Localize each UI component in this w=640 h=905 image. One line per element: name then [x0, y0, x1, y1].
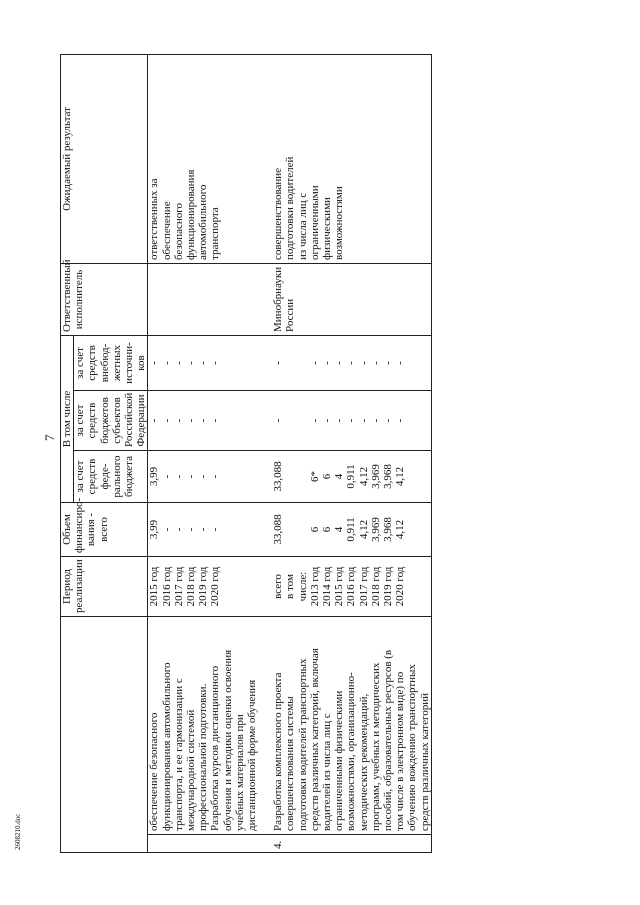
volume-cell: - [185, 527, 198, 532]
row3-measure-line: дистанционной форме обучения [246, 679, 259, 831]
extra-cell: - [148, 361, 161, 365]
table-header [61, 54, 148, 852]
row4-measure-line: пособий, образовательных ресурсов (в [382, 649, 395, 831]
period-total-line: всего [272, 574, 285, 599]
extra-cell: - [394, 361, 407, 365]
regional-cell: - [148, 418, 161, 423]
volume-total: 33,088 [272, 514, 285, 545]
federal-cell: 4,12 [394, 466, 407, 487]
row3-extra [148, 335, 258, 390]
document-id: 2608210.doc [14, 813, 22, 850]
row4-executor-line: Минобрнауки [272, 266, 285, 332]
row3-number [148, 835, 258, 853]
extra-cell: - [357, 361, 370, 365]
period-cell: 2019 год [197, 566, 210, 607]
extra-cell: - [308, 361, 321, 365]
regional-cell: - [172, 418, 185, 423]
regional-cell: - [209, 418, 222, 423]
row4-measure-line: методических рекомендаций, [357, 693, 370, 831]
row4-measure-line: Разработка комплексного проекта [272, 672, 285, 831]
volume-cell: - [197, 527, 210, 532]
federal-cell: - [160, 474, 173, 479]
row4-result-line: физическими [321, 197, 334, 260]
regional-cell: - [160, 418, 173, 423]
regional-cell: - [382, 418, 395, 423]
row3-measure [148, 617, 258, 835]
row3-measure-line: Разработка курсов дистанционного [209, 665, 222, 831]
federal-cell: 4 [333, 473, 346, 480]
period-cell: 2018 год [369, 566, 382, 607]
header-period: Период реализации [61, 557, 148, 617]
row4-measure-line: средств различных категорий [418, 693, 431, 831]
extra-total: - [272, 361, 285, 365]
regional-cell: - [308, 418, 321, 423]
period-cell: 2020 год [209, 566, 222, 607]
volume-cell: 6 [308, 526, 321, 533]
header-federal: за счет средств феде-рального бюджета [74, 451, 148, 503]
funding-table [60, 54, 432, 853]
row4-result-line: совершенствование [272, 167, 285, 260]
federal-cell: 3,969 [369, 464, 382, 489]
period-cell: 2019 год [382, 566, 395, 607]
row3-volume [148, 503, 258, 557]
row4-measure [272, 617, 431, 835]
row3-result-line: транспорта [209, 207, 222, 260]
row4-result-line: возможностями [333, 186, 346, 260]
period-total-line: в том [284, 574, 297, 599]
row4-measure-line: подготовки водителей транспортных [296, 658, 309, 831]
row4-measure-line: обучению вождению транспортных [406, 664, 419, 831]
federal-cell: 6 [321, 473, 334, 480]
regional-cell: - [197, 418, 210, 423]
regional-cell: - [185, 418, 198, 423]
regional-total: - [272, 418, 285, 423]
regional-cell: - [394, 418, 407, 423]
extra-cell: - [209, 361, 222, 365]
header-including: В том числе [61, 335, 74, 502]
header-regional: за счет средств бюджетов субъектов Российской Федерации [74, 391, 148, 451]
federal-cell: 3,968 [382, 464, 395, 489]
period-cell: 2017 год [357, 566, 370, 607]
row4-measure-line: совершенствования системы [284, 696, 297, 831]
federal-cell: 6* [308, 471, 321, 482]
extra-cell: - [172, 361, 185, 365]
header-extra: за счет средств внебюд-жетных источни-ков [74, 335, 148, 390]
row4-volume [272, 503, 431, 557]
row4-measure-line: возможностями, организационно- [345, 672, 358, 831]
federal-cell: - [197, 474, 210, 479]
volume-cell: - [172, 527, 185, 532]
row3-result-line: безопасного [172, 202, 185, 260]
extra-cell: - [321, 361, 334, 365]
row3-measure-line: функционирования автомобильного [160, 662, 173, 831]
regional-cell: - [321, 418, 334, 423]
row4-executor-line: России [284, 298, 297, 332]
row3-result-line: автомобильного [197, 184, 210, 260]
extra-cell: - [382, 361, 395, 365]
row4-regional [272, 391, 431, 451]
row4-number: 4. [272, 835, 431, 853]
row4-result-line: из числа лиц с [296, 192, 309, 260]
row4-measure-line: водителей из числа лиц с [321, 713, 334, 831]
header-result: Ожидаемый результат [61, 54, 148, 263]
federal-cell: - [185, 474, 198, 479]
extra-cell: - [333, 361, 346, 365]
volume-cell: 0,911 [345, 517, 358, 542]
extra-cell: - [345, 361, 358, 365]
row4-executor [272, 263, 431, 335]
row3-measure-line: международной системой [185, 709, 198, 831]
period-cell: 2013 год [308, 566, 321, 607]
federal-cell: 0,911 [345, 464, 358, 489]
row3-federal [148, 451, 258, 503]
period-cell: 2016 год [160, 566, 173, 607]
row-spacer [258, 54, 272, 852]
row4-federal [272, 451, 431, 503]
row3-measure-line: обеспечение безопасного [148, 712, 161, 831]
regional-cell: - [357, 418, 370, 423]
period-cell: 2018 год [185, 566, 198, 607]
header-measure [61, 617, 148, 853]
period-cell: 2014 год [321, 566, 334, 607]
row3-result [148, 54, 258, 263]
rotated-table-wrapper [60, 55, 582, 853]
row4-result-line: подготовки водителей [284, 156, 297, 260]
row3-measure-line: обучения и методики оценки освоения [221, 649, 234, 831]
volume-cell: - [209, 527, 222, 532]
federal-cell: 4,12 [357, 466, 370, 487]
federal-cell: - [172, 474, 185, 479]
row3-executor [148, 263, 258, 335]
page-number: 7 [42, 434, 57, 441]
row3-periods [148, 557, 258, 617]
row4-periods [272, 557, 431, 617]
period-cell: 2017 год [172, 566, 185, 607]
period-cell: 2016 год [345, 566, 358, 607]
extra-cell: - [160, 361, 173, 365]
regional-cell: - [345, 418, 358, 423]
row4-measure-line: средств различных категорий, включая [308, 648, 321, 831]
extra-cell: - [197, 361, 210, 365]
extra-cell: - [369, 361, 382, 365]
row3-measure-line: профессиональной подготовки. [197, 683, 210, 831]
period-total-line: числе: [296, 571, 309, 602]
volume-cell: 3,99 [148, 519, 161, 540]
federal-total: 33,088 [272, 461, 285, 492]
table-row-4 [272, 54, 431, 852]
federal-cell: - [209, 474, 222, 479]
row3-regional [148, 391, 258, 451]
row4-measure-line: программ, учебных и методических [369, 662, 382, 831]
header-volume: Объем финансиро-вания - всего [61, 503, 148, 557]
volume-cell: 3,969 [369, 517, 382, 542]
volume-cell: 4 [333, 526, 346, 533]
row3-result-line: функционирования [185, 169, 198, 260]
volume-cell: 6 [321, 526, 334, 533]
volume-cell: 4,12 [394, 519, 407, 540]
row4-measure-line: ограниченными физическими [333, 690, 346, 831]
volume-cell: - [160, 527, 173, 532]
federal-cell: 3,99 [148, 466, 161, 487]
row3-result-line: ответственных за [148, 178, 161, 260]
header-executor: Ответственный исполнитель [61, 263, 148, 335]
regional-cell: - [369, 418, 382, 423]
period-cell: 2015 год [148, 566, 161, 607]
row4-result [272, 54, 431, 263]
period-cell: 2020 год [394, 566, 407, 607]
regional-cell: - [333, 418, 346, 423]
row4-extra [272, 335, 431, 390]
extra-cell: - [185, 361, 198, 365]
row4-measure-line: том числе в электронном виде) по [394, 671, 407, 831]
period-cell: 2015 год [333, 566, 346, 607]
row3-measure-line: учебных материалов при [233, 714, 246, 831]
row3-result-line: обеспечение [160, 201, 173, 260]
volume-cell: 3,968 [382, 517, 395, 542]
row3-measure-line: транспорта, и ее гармонизации с [172, 678, 185, 831]
row4-result-line: ограниченными [308, 185, 321, 260]
volume-cell: 4,12 [357, 519, 370, 540]
table-row-3 [148, 54, 258, 852]
